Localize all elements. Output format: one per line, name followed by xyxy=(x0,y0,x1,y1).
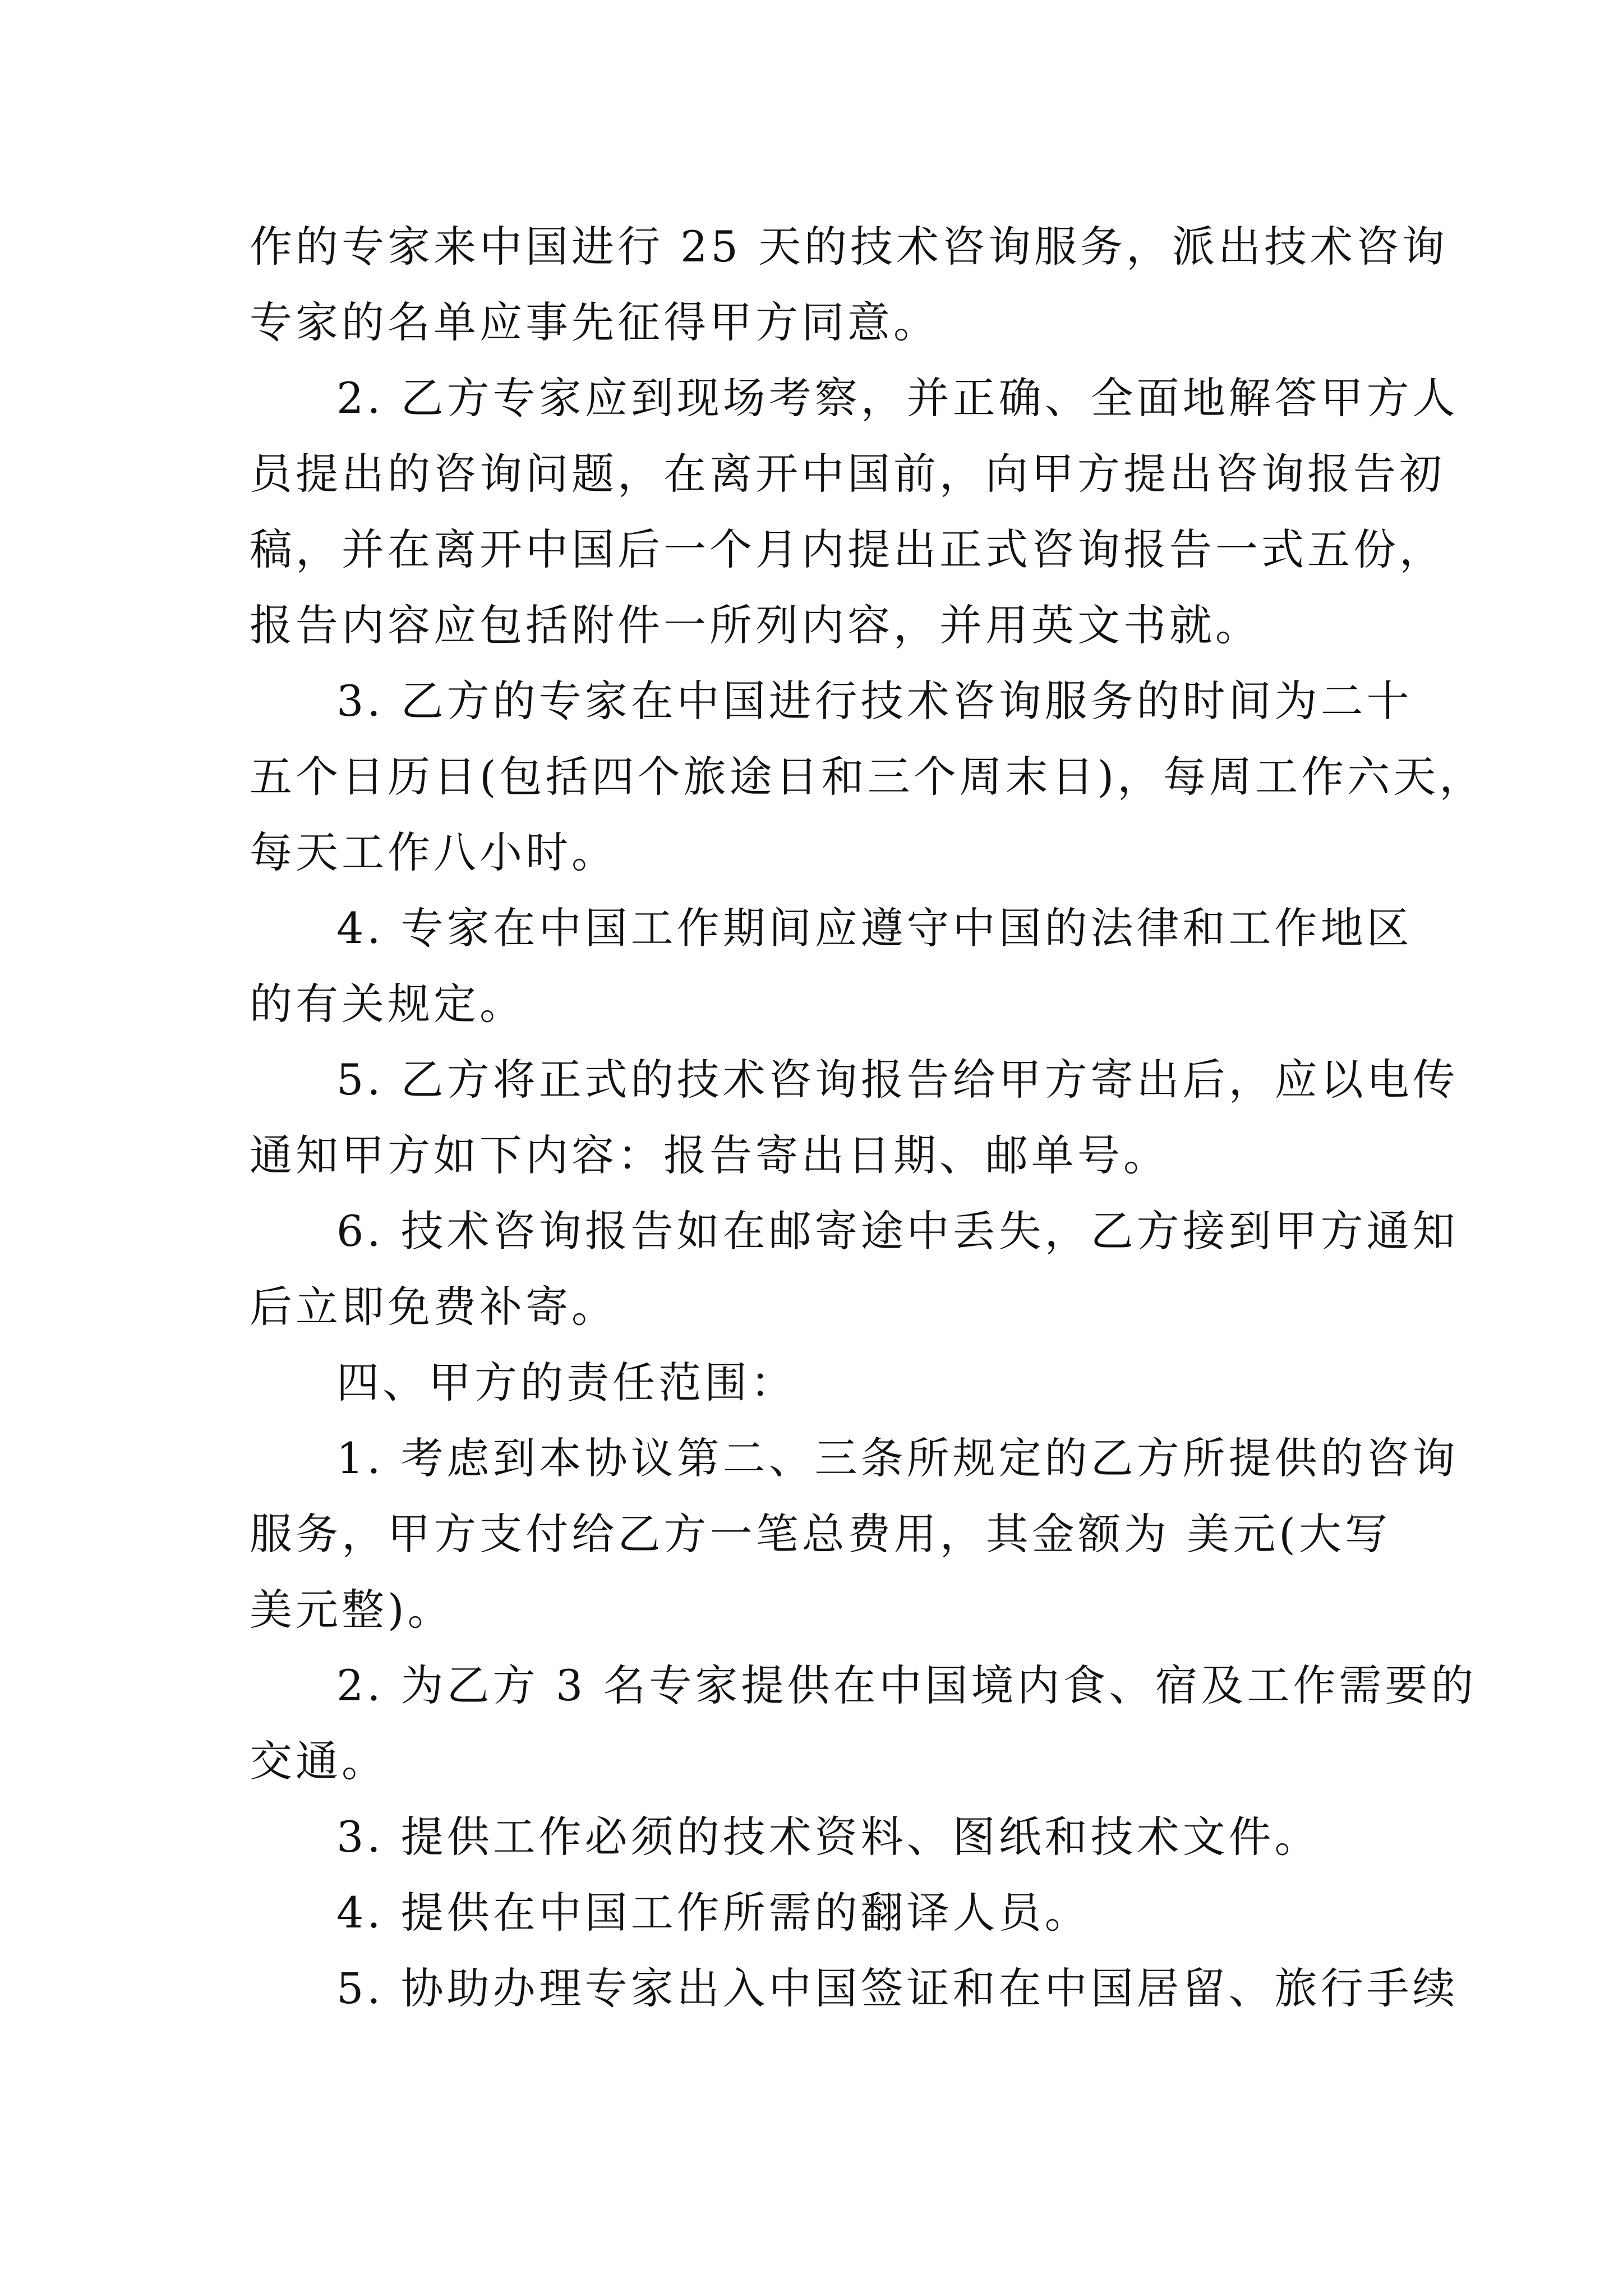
text-line: 5. 协助办理专家出入中国签证和在中国居留、旅行手续 xyxy=(336,1963,1459,2013)
text-line: 4. 提供在中国工作所需的翻译人员。 xyxy=(336,1888,1091,1938)
text-line: 通知甲方如下内容：报告寄出日期、邮单号。 xyxy=(250,1130,1169,1180)
text-line: 的有关规定。 xyxy=(250,979,525,1029)
text-line: 3. 提供工作必须的技术资料、图纸和技术文件。 xyxy=(336,1812,1321,1862)
text-line: 美元整)。 xyxy=(250,1585,454,1635)
text-line: 服务，甲方支付给乙方一笔总费用，其金额为 美元(大写 xyxy=(250,1509,1391,1559)
text-line: 员提出的咨询问题，在离开中国前，向甲方提出咨询报告初 xyxy=(250,449,1445,499)
text-line: 交通。 xyxy=(250,1736,388,1786)
text-line: 4. 专家在中国工作期间应遵守中国的法律和工作地区 xyxy=(336,903,1413,953)
text-line: 2. 为乙方 3 名专家提供在中国境内食、宿及工作需要的 xyxy=(336,1660,1477,1710)
text-line: 每天工作八小时。 xyxy=(250,827,617,877)
text-line: 五个日历日(包括四个旅途日和三个周末日)，每周工作六天， xyxy=(250,752,1486,802)
text-line: 5. 乙方将正式的技术咨询报告给甲方寄出后，应以电传 xyxy=(336,1055,1459,1105)
text-line: 2. 乙方专家应到现场考察，并正确、全面地解答甲方人 xyxy=(336,373,1459,423)
text-line: 6. 技术咨询报告如在邮寄途中丢失，乙方接到甲方通知 xyxy=(336,1206,1459,1256)
text-line: 后立即免费补寄。 xyxy=(250,1282,617,1332)
text-line: 作的专家来中国进行 25 天的技术咨询服务，派出技术咨询 xyxy=(250,222,1449,272)
text-line: 1. 考虑到本协议第二、三条所规定的乙方所提供的咨询 xyxy=(336,1433,1459,1483)
text-line: 报告内容应包括附件一所列内容，并用英文书就。 xyxy=(250,600,1261,650)
text-line: 稿，并在离开中国后一个月内提出正式咨询报告一式五份， xyxy=(250,524,1445,574)
section-heading: 四、甲方的责任范围： xyxy=(336,1358,796,1407)
text-line: 专家的名单应事先征得甲方同意。 xyxy=(250,297,939,347)
text-line: 3. 乙方的专家在中国进行技术咨询服务的时间为二十 xyxy=(336,676,1413,726)
